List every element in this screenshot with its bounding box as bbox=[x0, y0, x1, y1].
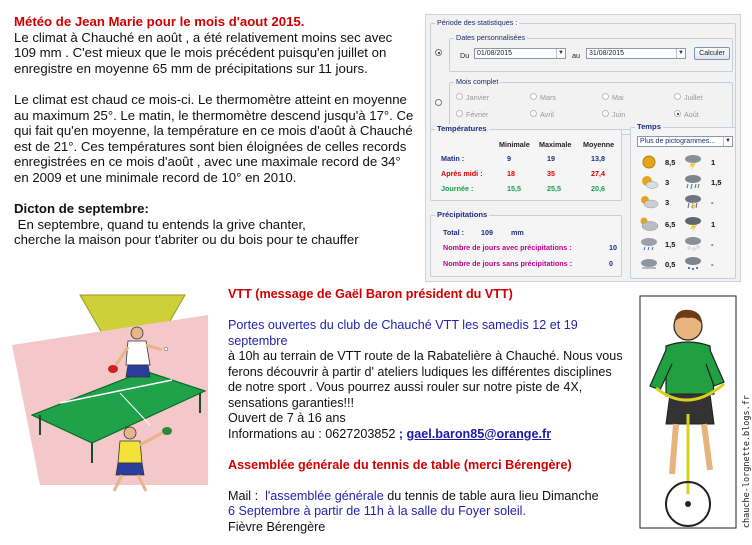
blog-watermark: chauche-lorgnette.blogs.fr bbox=[742, 395, 752, 529]
month-fevrier: Février bbox=[466, 110, 489, 119]
precipitations-group bbox=[430, 210, 622, 277]
total-unit: mm bbox=[511, 228, 524, 237]
month-janvier: Janvier bbox=[466, 93, 490, 102]
weather-value-a: 0,5 bbox=[665, 260, 676, 269]
weather-row bbox=[631, 174, 735, 194]
radio-avril[interactable] bbox=[530, 110, 537, 117]
vtt-title: VTT (message de Gaël Baron président du VTT) bbox=[228, 287, 513, 301]
radio-janvier[interactable] bbox=[456, 93, 463, 100]
meteo-article bbox=[14, 14, 414, 248]
month-juillet: Juillet bbox=[684, 93, 703, 102]
row-journee-min: 15,5 bbox=[507, 184, 521, 193]
meteo-title-end: . bbox=[300, 14, 305, 29]
vtt-line-2: à 10h au terrain de VTT route de la Rabatelière à Chauché. Nous vous ferons découvrir à partir d' ateliers ludiques les différentes disciplines de notre sport . Vous pourrez aussi rouler sur notre piste de 4X, sensations garanties!!! bbox=[228, 349, 623, 410]
row-matin-min: 9 bbox=[507, 154, 511, 163]
jours-sans-label: Nombre de jours sans précipitations : bbox=[443, 259, 573, 268]
au-date-value: 31/08/2015 bbox=[589, 50, 625, 57]
weather-row bbox=[631, 216, 735, 236]
row-apresmidi-max: 35 bbox=[547, 169, 555, 178]
club-news bbox=[228, 287, 628, 535]
cloud-icon bbox=[639, 216, 659, 232]
paddle-red bbox=[108, 365, 118, 373]
tennis-mail-prefix: Mail : bbox=[228, 488, 266, 503]
weather-value-a: 3 bbox=[665, 198, 670, 207]
vtt-email-link[interactable]: gael.baron85@orange.fr bbox=[406, 426, 552, 441]
tennis-mail-line-2: 6 Septembre à partir de 11h à la salle du Foyer soleil. bbox=[228, 504, 526, 518]
weather-stats-panel bbox=[425, 14, 741, 282]
weather-value-b: - bbox=[711, 198, 714, 207]
weather-row bbox=[631, 194, 735, 214]
temps-group bbox=[630, 122, 736, 279]
bike-hub bbox=[685, 501, 691, 507]
precipitations-label: Précipitations bbox=[437, 210, 488, 219]
col-moyenne: Moyenne bbox=[583, 140, 615, 149]
player-2-shirt bbox=[118, 441, 142, 463]
radio-mai[interactable] bbox=[602, 93, 609, 100]
mois-group bbox=[449, 77, 733, 130]
row-apresmidi-min: 18 bbox=[507, 169, 515, 178]
month-mai: Mai bbox=[612, 93, 624, 102]
total-value: 109 bbox=[481, 228, 493, 237]
radio-aout[interactable] bbox=[674, 110, 681, 117]
row-matin-label: Matin : bbox=[441, 154, 465, 163]
weather-row bbox=[631, 236, 735, 256]
radio-juillet[interactable] bbox=[674, 93, 681, 100]
row-journee-label: Journée : bbox=[441, 184, 474, 193]
radio-fevrier[interactable] bbox=[456, 110, 463, 117]
vtt-line-3: Ouvert de 7 à 16 ans bbox=[228, 411, 346, 425]
chevron-down-icon[interactable]: ▼ bbox=[723, 137, 732, 146]
snow-icon bbox=[683, 236, 703, 252]
total-label: Total : bbox=[443, 228, 465, 237]
chevron-down-icon[interactable]: ▼ bbox=[676, 49, 685, 58]
vtt-info-prefix: Informations au : 0627203852 bbox=[228, 426, 399, 441]
sun-cloud-icon bbox=[639, 174, 659, 190]
month-avril: Avril bbox=[540, 110, 554, 119]
lightning-icon bbox=[683, 154, 703, 170]
temperatures-label: Températures bbox=[437, 124, 487, 133]
periode-group bbox=[430, 18, 736, 135]
tennis-title: Assemblée générale du tennis de table (merci Bérengère) bbox=[228, 457, 572, 472]
hail-icon bbox=[683, 256, 703, 272]
jours-avec-label: Nombre de jours avec précipitations : bbox=[443, 243, 572, 252]
au-date-input[interactable] bbox=[586, 48, 686, 59]
rain-icon bbox=[683, 174, 703, 190]
paddle-green bbox=[162, 427, 172, 435]
mois-label: Mois complet bbox=[456, 77, 499, 86]
radio-mars[interactable] bbox=[530, 93, 537, 100]
weather-row bbox=[631, 256, 735, 276]
rain-cloud-icon bbox=[639, 236, 659, 252]
vtt-info-sep: ; bbox=[398, 426, 407, 441]
cyclist-jersey bbox=[666, 342, 714, 396]
weather-value-a: 6,5 bbox=[665, 220, 676, 229]
tennis-signature: Fièvre Bérengère bbox=[228, 519, 326, 534]
row-matin-max: 19 bbox=[547, 154, 555, 163]
dicton-line-2: cherche la maison pour t'abriter ou du bois pour te chauffer bbox=[14, 232, 359, 248]
du-date-value: 01/08/2015 bbox=[477, 50, 513, 57]
du-label: Du bbox=[460, 51, 470, 60]
row-journee-moy: 20,6 bbox=[591, 184, 605, 193]
weather-value-a: 1,5 bbox=[665, 240, 676, 249]
dicton-line-1: En septembre, quand tu entends la grive chanter, bbox=[14, 216, 306, 232]
meteo-title: Météo de Jean Marie pour le mois d'aout 2015 bbox=[14, 14, 301, 29]
ball bbox=[164, 347, 168, 351]
weather-value-b: - bbox=[711, 260, 714, 269]
tennis-mail-link: l'assemblée générale bbox=[265, 488, 384, 503]
cloud-lightning-icon bbox=[683, 194, 703, 210]
temps-label: Temps bbox=[637, 122, 661, 131]
row-matin-moy: 13,8 bbox=[591, 154, 605, 163]
radio-dates-personnalisees[interactable] bbox=[435, 49, 442, 56]
month-aout: Août bbox=[684, 110, 699, 119]
storm-icon bbox=[683, 216, 703, 232]
cyclist-leg bbox=[672, 424, 676, 474]
weather-value-b: 1 bbox=[711, 220, 716, 229]
col-minimale: Minimale bbox=[499, 140, 530, 149]
weather-value-b: 1,5 bbox=[711, 178, 722, 187]
cyclist-illustration bbox=[636, 294, 740, 532]
dicton-title: Dicton de septembre: bbox=[14, 201, 149, 217]
temps-select-value: Plus de pictogrammes... bbox=[640, 138, 716, 145]
player-1-head bbox=[131, 327, 143, 339]
row-journee-max: 25,5 bbox=[547, 184, 561, 193]
ping-pong-illustration bbox=[0, 285, 228, 495]
month-mars: Mars bbox=[540, 93, 556, 102]
row-apresmidi-moy: 27,4 bbox=[591, 169, 605, 178]
calculer-button[interactable]: Calculer bbox=[694, 47, 730, 60]
player-2-shorts bbox=[116, 463, 144, 475]
vtt-line-1: Portes ouvertes du club de Chauché VTT les samedis 12 et 19 septembre bbox=[228, 318, 578, 348]
player-2-head bbox=[124, 427, 136, 439]
jours-sans-value: 0 bbox=[609, 259, 613, 268]
weather-row bbox=[631, 154, 735, 174]
dates-label: Dates personnalisées bbox=[456, 33, 526, 42]
radio-mois-complet[interactable] bbox=[435, 99, 442, 106]
tennis-mail-mid: du tennis de table aura lieu Dimanche bbox=[383, 488, 599, 503]
player-1-shorts bbox=[126, 365, 150, 377]
du-date-input[interactable] bbox=[474, 48, 566, 59]
month-juin: Juin bbox=[612, 110, 626, 119]
radio-juin[interactable] bbox=[602, 110, 609, 117]
meteo-paragraph-2: Le climat est chaud ce mois-ci. Le thermomètre atteint en moyenne au maximum 25°. Le matin, le thermomètre descend jusqu'à 17°. Ce qui fait qu'en moyenne, la température en ce mois d'août à Chauché est de 21°. Ces températures sont bien éloignées de celles records enregistrées en ce mois d'août , avec une maximale record de 34° en 2009 et une minimale record de 10° en 2010. bbox=[14, 91, 414, 185]
weather-value-a: 8,5 bbox=[665, 158, 676, 167]
weather-value-b: - bbox=[711, 240, 714, 249]
weather-value-a: 3 bbox=[665, 178, 670, 187]
fog-icon bbox=[639, 256, 659, 272]
temperatures-group bbox=[430, 124, 622, 201]
col-maximale: Maximale bbox=[539, 140, 572, 149]
cloud-sun-icon bbox=[639, 194, 659, 210]
dates-group bbox=[449, 33, 733, 72]
meteo-paragraph-1: Le climat à Chauché en août , a été relativement moins sec avec 109 mm . C'est mieux que le mois précédent puisqu'en juillet on enregistre en moyenne 65 mm de précipitations sur 11 jours. bbox=[14, 29, 393, 76]
row-apresmidi-label: Après midi : bbox=[441, 169, 483, 178]
sun-icon bbox=[639, 154, 659, 170]
au-label: au bbox=[572, 51, 580, 60]
chevron-down-icon[interactable]: ▼ bbox=[556, 49, 565, 58]
weather-value-b: 1 bbox=[711, 158, 716, 167]
periode-label: Période des statistiques : bbox=[437, 18, 518, 27]
temps-select[interactable] bbox=[637, 136, 733, 147]
jours-avec-value: 10 bbox=[609, 243, 617, 252]
